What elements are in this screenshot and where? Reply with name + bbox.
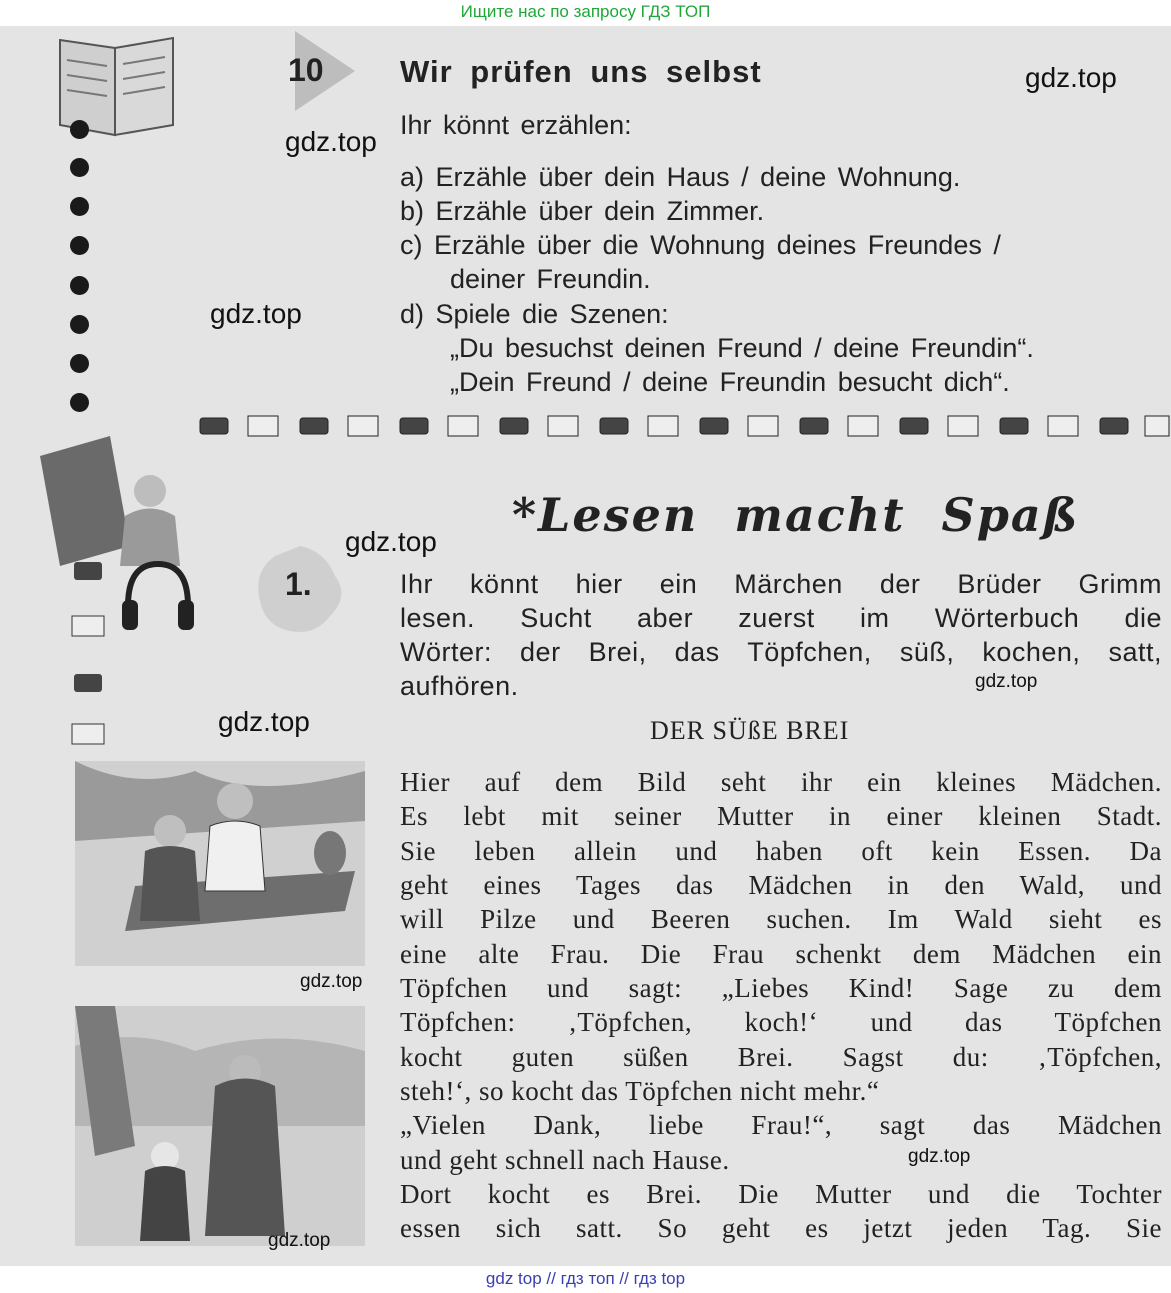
watermark: gdz.top — [268, 1230, 331, 1251]
task-text-line: Wörter: der Brei, das Töpfchen, süß, kochen, satt, — [400, 637, 1162, 667]
section-intro: Ihr könnt erzählen: — [400, 110, 632, 140]
story-line: Hier auf dem Bild seht ihr ein kleines Mädchen. — [400, 767, 1162, 797]
watermark: gdz.top — [300, 971, 363, 992]
scene-line: „Dein Freund / deine Freundin besucht dich“. — [450, 367, 1010, 397]
story-line: essen sich satt. So geht es jetzt jeden Tag. Sie — [400, 1213, 1162, 1243]
task-item: deiner Freundin. — [450, 264, 651, 294]
top-watermark-banner: Ищите нас по запросу ГДЗ ТОП — [0, 0, 1171, 26]
textbook-page — [0, 26, 1171, 1266]
story-line: und geht schnell nach Hause. — [400, 1145, 730, 1175]
margin-bullet — [70, 158, 89, 177]
story-line: Töpfchen und sagt: „Liebes Kind! Sage zu dem — [400, 973, 1162, 1003]
story-line: steh!‘, so kocht das Töpfchen nicht mehr.“ — [400, 1076, 880, 1106]
task-text-line: Ihr könnt hier ein Märchen der Brüder Grimm — [400, 569, 1162, 599]
watermark: gdz.top — [908, 1146, 971, 1167]
section-number: 10 — [288, 52, 324, 88]
margin-bullet — [70, 120, 89, 139]
story-line: Töpfchen: ‚Töpfchen, koch!‘ und das Töpfchen — [400, 1007, 1162, 1037]
task-item: b) Erzähle über dein Zimmer. — [400, 196, 765, 226]
task-text-line: aufhören. — [400, 671, 519, 701]
reading-section-title: *Lesen macht Spaß — [512, 488, 1080, 542]
story-title: DER SÜßE BREI — [650, 716, 850, 745]
margin-bullet — [70, 276, 89, 295]
task-text-line: lesen. Sucht aber zuerst im Wörterbuch die — [400, 603, 1162, 633]
watermark: gdz.top — [345, 526, 437, 557]
task-item: a) Erzähle über dein Haus / deine Wohnung. — [400, 162, 961, 192]
watermark: gdz.top — [975, 671, 1038, 692]
story-line: geht eines Tages das Mädchen in den Wald, und — [400, 870, 1162, 900]
story-line: Es lebt mit seiner Mutter in einer kleinen Stadt. — [400, 801, 1162, 831]
watermark: gdz.top — [218, 706, 310, 737]
margin-bullet — [70, 236, 89, 255]
section-title: Wir prüfen uns selbst — [400, 54, 762, 89]
margin-bullet — [70, 315, 89, 334]
mother-daughter-table-illustration — [75, 761, 365, 966]
story-line: „Vielen Dank, liebe Frau!“, sagt das Mädchen — [400, 1110, 1162, 1140]
watermark: gdz.top — [285, 126, 377, 157]
story-line: eine alte Frau. Die Frau schenkt dem Mädchen ein — [400, 939, 1162, 969]
reading-girl-illustration — [30, 436, 190, 576]
headphones-icon — [118, 556, 198, 636]
story-line: kocht guten süßen Brei. Sagst du: ‚Töpfchen, — [400, 1042, 1162, 1072]
story-line: will Pilze und Beeren suchen. Im Wald sieht es — [400, 904, 1162, 934]
bottom-watermark-banner: gdz top // гдз топ // гдз top — [0, 1266, 1171, 1293]
watermark: gdz.top — [210, 298, 302, 329]
margin-bullet — [70, 354, 89, 373]
story-line: Sie leben allein und haben oft kein Essen. Da — [400, 836, 1162, 866]
watermark: gdz.top — [1025, 62, 1117, 93]
scene-line: „Du besuchst deinen Freund / deine Freundin“. — [450, 333, 1034, 363]
task-number: 1. — [285, 566, 312, 602]
story-line: Dort kocht es Brei. Die Mutter und die Tochter — [400, 1179, 1162, 1209]
side-book-icons — [70, 556, 110, 756]
old-woman-girl-forest-illustration — [75, 1006, 365, 1246]
task-item: c) Erzähle über die Wohnung deines Freundes / — [400, 230, 1001, 260]
margin-bullet — [70, 197, 89, 216]
task-item: d) Spiele die Szenen: — [400, 299, 669, 329]
